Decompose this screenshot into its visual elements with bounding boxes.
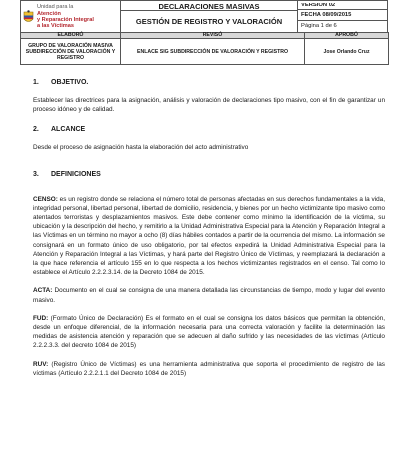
definition-paragraph [33,195,385,278]
section-paragraph: Desde el proceso de asignación hasta la elaboración del acto administrativo [33,144,249,152]
col-elaboro: ELABORÓ [21,33,121,39]
section-number: 3. [33,170,39,178]
definition-text: (Registro Único de Víctimas) es una herramienta administrativa que soporta el procedimiento de registro de las víctimas (Artículo 2.2.2.1.1 del Decreto 1084 de 2015) [33,360,385,377]
section-heading [33,125,385,134]
logo-line-2: Atención [37,10,61,17]
approval-table [20,32,389,65]
definition-term: FUD: [33,314,49,322]
date-label: FECHA 08/09/2015 [298,10,387,21]
section-paragraph: Establecer las directrices para la asignación, análisis y valoración de declaraciones tipo masivo, con el fin de garantizar un proceso idóneo y de calidad. [33,97,385,114]
institution-logo [23,2,118,32]
definition-term: ACTA: [33,287,53,295]
version-label: VERSIÓN 02 [298,3,387,10]
coat-of-arms-icon [23,10,34,25]
definition-text: (Formato Único de Declaración) Es el formato en el cual se consigna los datos básicos que permitan la obtención, desde un enfoque diferencial, de la información necesaria para una correcta valoración y facilite la determinación las medidas de asistencia atención y reparación que se adecuen al daño sufrido y las necesidades de las víctimas (Artículo 2.2.2.3.3. del decreto 1084 de 2015) [33,314,385,350]
logo-cell [21,1,121,34]
logo-wordmark [37,4,94,29]
definition-paragraph [33,360,385,378]
section-heading [33,78,385,87]
section-title: ALCANCE [51,126,86,134]
col-aprobo: APROBÓ [305,33,389,39]
document-subtitle: GESTIÓN DE REGISTRO Y VALORACIÓN [135,16,283,26]
definition-term: RUV: [33,360,49,368]
definition-text: Documento en el cual se consigna de una manera detallada las circunstancias de tiempo, modo y lugar del evento masivo. [33,287,385,304]
meta-cell [298,1,388,34]
section-heading [33,170,385,179]
document-title: DECLARACIONES MASIVAS [121,2,297,11]
logo-line-4: a las Víctimas [37,23,75,30]
reviso-value: ENLACE SIG SUBDIRECCIÓN DE VALORACIÓN Y REGISTRO [121,39,305,65]
logo-line-3: y Reparación Integral [37,17,94,23]
title-cell [121,1,298,34]
section-title: DEFINICIONES [51,170,101,178]
document-body [33,78,385,378]
col-reviso: REVISÓ [121,33,305,39]
logo-line-1: Unidad para la [37,4,74,11]
definition-text: es un registro donde se relaciona el número total de personas afectadas en sus derechos fundamentales a la vida, integridad personal, libertad personal, libertad de domicilio, residencia, y bienes por un hecho victimizante tipo masivo como atentados terroristas y desplazamientos masivos. Este debe contener como mínimo la identificación de la víctima, su ubicación y la descripción del hecho, y remitirlo a la Unidad Administrativa Especial para la Atención y Reparación Integral a las Víctimas en un término no mayor a ocho (8) días hábiles contados a partir de la ocurrencia del mismo. La información se consignará en un formato único de uso obligatorio, por tal efectos expedirá la Unidad Administrativa Especial para la Atención y Reparación Integral a las Víctimas, y hará parte del Registro Único de Víctimas, y reemplazará la declaración a la que hace referencia el artículo 155 en lo que respecta a los hechos victimizantes registrados en el censo. Tal como lo establece el Artículo 2.2.2.3.14. de la Decreto 1084 de 2015. [33,195,385,277]
section-title: OBJETIVO. [51,79,89,86]
definition-term: CENSO: [33,195,58,203]
definition-paragraph [33,314,385,351]
definition-paragraph [33,286,385,304]
section-number: 2. [33,126,39,134]
document-header [20,0,388,34]
aprobo-value: Jose Orlando Cruz [305,39,389,65]
section-number: 1. [33,79,39,86]
page-label: Página 1 de 6 [301,22,337,29]
elaboro-value: GRUPO DE VALORACIÓN MASIVA SUBDIRECCIÓN DE VALORACIÓN Y REGISTRO [21,39,121,65]
